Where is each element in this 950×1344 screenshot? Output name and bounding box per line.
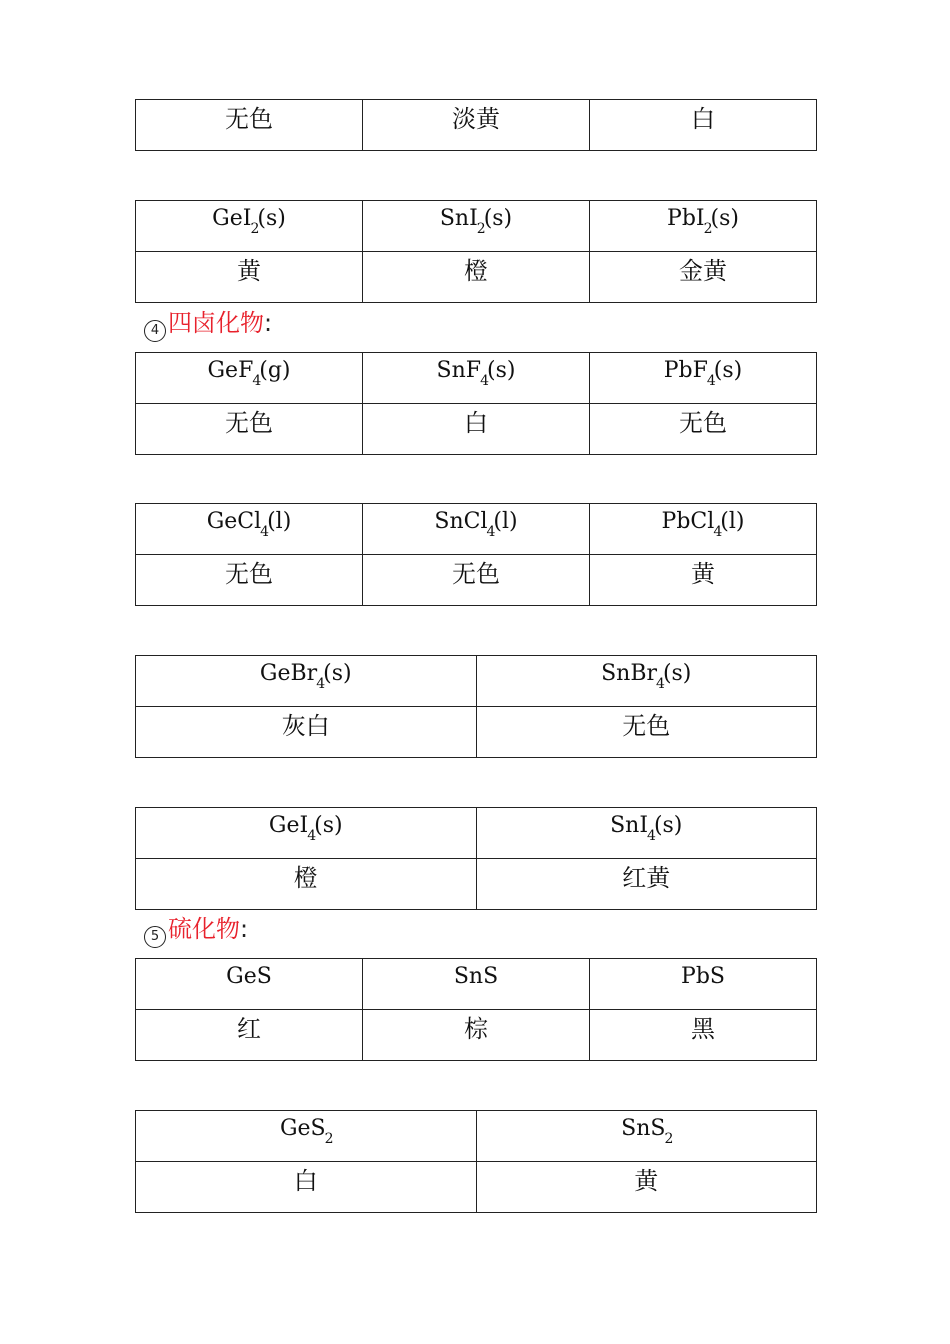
table-row bbox=[136, 100, 817, 151]
color-cell: 橙 bbox=[363, 252, 590, 303]
heading-colon: : bbox=[264, 309, 273, 337]
color-cell: 棕 bbox=[363, 1010, 590, 1061]
circled-number: 4 bbox=[144, 320, 166, 342]
formula-cell bbox=[590, 959, 817, 1010]
formula-base: GeS bbox=[279, 1116, 326, 1141]
color-cell: 白 bbox=[363, 404, 590, 455]
formula-state: (l) bbox=[720, 509, 745, 534]
table-row bbox=[136, 201, 817, 252]
formula-cell bbox=[476, 656, 817, 707]
table-row bbox=[136, 1162, 817, 1213]
table-row bbox=[136, 404, 817, 455]
circled-number: 5 bbox=[144, 926, 166, 948]
tetrachloride-table bbox=[135, 503, 817, 606]
formula-state: (s) bbox=[483, 206, 513, 231]
formula-subscript: 4 bbox=[316, 676, 326, 692]
formula-cell bbox=[363, 504, 590, 555]
formula-state: (s) bbox=[486, 358, 516, 383]
formula-base: PbS bbox=[681, 964, 725, 989]
formula-cell bbox=[136, 201, 363, 252]
color-cell: 黄 bbox=[476, 1162, 817, 1213]
table-row bbox=[136, 252, 817, 303]
table-row bbox=[136, 656, 817, 707]
tetrabromide-table bbox=[135, 655, 817, 758]
formula-cell bbox=[363, 201, 590, 252]
formula-subscript: 2 bbox=[664, 1131, 674, 1147]
color-cell: 黄 bbox=[590, 555, 817, 606]
table-row bbox=[136, 353, 817, 404]
formula-subscript: 2 bbox=[476, 221, 486, 237]
formula-subscript: 2 bbox=[324, 1131, 334, 1147]
formula-cell bbox=[363, 353, 590, 404]
formula-cell bbox=[136, 808, 477, 859]
formula-cell bbox=[590, 201, 817, 252]
formula-state: (s) bbox=[314, 813, 343, 838]
table-row bbox=[136, 1010, 817, 1061]
formula-base: SnS bbox=[621, 1116, 666, 1141]
formula-subscript: 4 bbox=[480, 373, 489, 389]
formula-cell bbox=[590, 504, 817, 555]
formula-subscript: 4 bbox=[713, 524, 723, 540]
section-heading-tetrahalides bbox=[144, 308, 272, 342]
table-row bbox=[136, 859, 817, 910]
formula-base: GeI bbox=[212, 206, 252, 231]
color-cell: 灰白 bbox=[136, 707, 477, 758]
formula-cell bbox=[590, 353, 817, 404]
color-cell: 红 bbox=[136, 1010, 363, 1061]
color-cell: 无色 bbox=[136, 404, 363, 455]
formula-state: (l) bbox=[493, 509, 518, 534]
color-cell: 黑 bbox=[590, 1010, 817, 1061]
formula-cell bbox=[136, 353, 363, 404]
formula-cell bbox=[136, 1111, 477, 1162]
heading-colon: : bbox=[240, 915, 249, 943]
heading-text: 硫化物 bbox=[168, 915, 240, 943]
formula-subscript: 2 bbox=[703, 221, 713, 237]
formula-cell bbox=[476, 808, 817, 859]
table-row bbox=[136, 504, 817, 555]
table-row bbox=[136, 959, 817, 1010]
formula-subscript: 4 bbox=[252, 373, 262, 389]
formula-subscript: 4 bbox=[647, 828, 656, 844]
color-cell: 无色 bbox=[363, 555, 590, 606]
formula-state: (s) bbox=[713, 358, 743, 383]
tetrafluoride-table bbox=[135, 352, 817, 455]
formula-state: (l) bbox=[267, 509, 292, 534]
formula-subscript: 4 bbox=[260, 524, 270, 540]
formula-base: SnF bbox=[436, 358, 482, 383]
formula-state: (s) bbox=[323, 661, 352, 686]
color-cell: 金黄 bbox=[590, 252, 817, 303]
dihalide-colors-table-continued bbox=[135, 99, 817, 151]
formula-cell bbox=[136, 656, 477, 707]
formula-cell bbox=[363, 959, 590, 1010]
color-cell: 无色 bbox=[476, 707, 817, 758]
table-cell: 白 bbox=[590, 100, 817, 151]
formula-state: (s) bbox=[653, 813, 683, 838]
formula-subscript: 2 bbox=[250, 221, 260, 237]
formula-base: SnCl bbox=[434, 509, 488, 534]
table-cell: 无色 bbox=[136, 100, 363, 151]
formula-subscript: 4 bbox=[706, 373, 716, 389]
formula-base: PbCl bbox=[661, 509, 715, 534]
heading-text: 四卤化物 bbox=[168, 309, 264, 337]
color-cell: 红黄 bbox=[476, 859, 817, 910]
formula-base: SnI bbox=[439, 206, 478, 231]
formula-cell bbox=[136, 504, 363, 555]
formula-base: SnS bbox=[453, 964, 499, 989]
formula-base: GeI bbox=[268, 813, 309, 838]
diiodide-table bbox=[135, 200, 817, 303]
table-row bbox=[136, 707, 817, 758]
table-row bbox=[136, 1111, 817, 1162]
tetraiodide-table bbox=[135, 807, 817, 910]
color-cell: 橙 bbox=[136, 859, 477, 910]
formula-state: (g) bbox=[259, 358, 291, 383]
disulfide-table bbox=[135, 1110, 817, 1213]
formula-state: (s) bbox=[662, 661, 692, 686]
formula-base: GeCl bbox=[206, 509, 262, 534]
formula-subscript: 4 bbox=[486, 524, 496, 540]
formula-base: PbI bbox=[667, 206, 705, 231]
color-cell: 黄 bbox=[136, 252, 363, 303]
formula-state: (s) bbox=[257, 206, 286, 231]
formula-subscript: 4 bbox=[656, 676, 665, 692]
color-cell: 无色 bbox=[136, 555, 363, 606]
formula-base: PbF bbox=[663, 358, 708, 383]
table-row bbox=[136, 555, 817, 606]
formula-state: (s) bbox=[710, 206, 739, 231]
formula-base: GeS bbox=[226, 964, 272, 989]
formula-cell bbox=[136, 959, 363, 1010]
monosulfide-table bbox=[135, 958, 817, 1061]
formula-base: SnBr bbox=[601, 661, 658, 686]
formula-base: SnI bbox=[610, 813, 649, 838]
color-cell: 无色 bbox=[590, 404, 817, 455]
table-cell: 淡黄 bbox=[363, 100, 590, 151]
table-row bbox=[136, 808, 817, 859]
formula-base: GeBr bbox=[259, 661, 318, 686]
formula-subscript: 4 bbox=[307, 828, 317, 844]
color-cell: 白 bbox=[136, 1162, 477, 1213]
formula-base: GeF bbox=[207, 358, 254, 383]
formula-cell bbox=[476, 1111, 817, 1162]
section-heading-sulfides bbox=[144, 914, 248, 948]
